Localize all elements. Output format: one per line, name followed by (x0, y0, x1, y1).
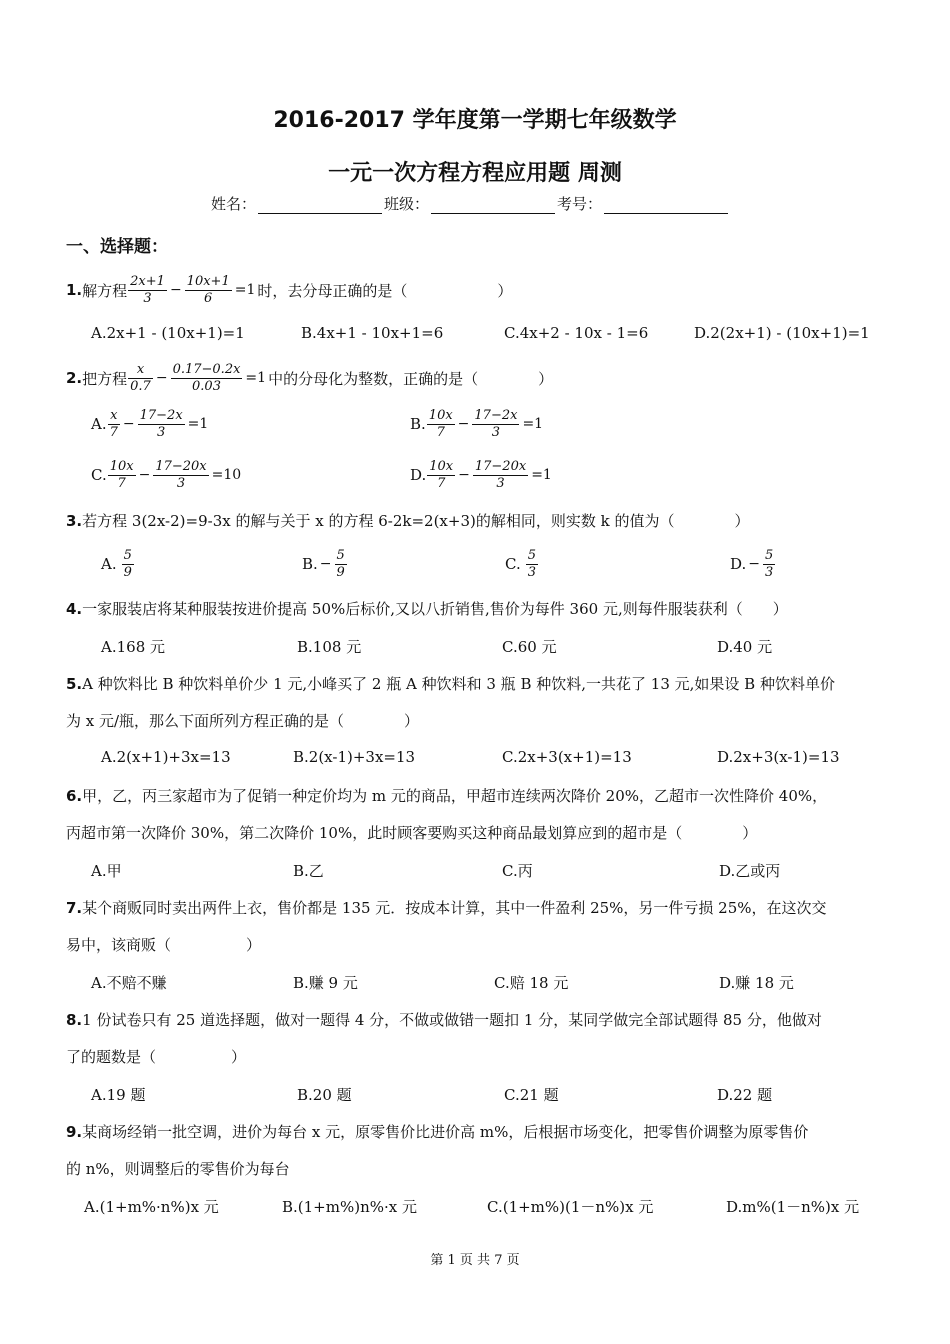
option-a[interactable]: A.不赔不赚 (91, 974, 167, 992)
option-b[interactable]: B. − $\frac{5}{9}$ (302, 547, 345, 580)
question-4 (66, 598, 788, 619)
option-c[interactable]: C.4x+2 - 10x - 1=6 (504, 324, 649, 342)
option-c[interactable]: C.(1+m%)(1－n%)x 元 (487, 1198, 654, 1216)
question-number: 8. (66, 1011, 83, 1029)
option-c[interactable]: C.2x+3(x+1)=13 (502, 748, 632, 766)
option-d[interactable]: D.22 题 (717, 1086, 773, 1104)
question-text: 的 n%，则调整后的零售价为每台 (66, 1160, 290, 1178)
name-label: 姓名： (211, 195, 257, 213)
option-c[interactable]: C.赔 18 元 (494, 974, 569, 992)
page-footer: 第 1 页 共 7 页 (430, 1253, 520, 1268)
question-number: 6. (66, 787, 83, 805)
question-text: 解方程 (82, 281, 128, 300)
question-6 (66, 785, 827, 806)
exam-no-label: 考号： (557, 195, 603, 213)
question-number: 7. (66, 899, 83, 917)
question-text: 丙超市第一次降价 30%，第二次降价 10%，此时顾客要购买这种商品最划算应到的超市是（ ） (66, 824, 758, 842)
question-text: 若方程 3(2x-2)=9-3x 的解与关于 x 的方程 6-2k=2(x+3)的解相同，则实数 k 的值为（ ） (82, 512, 750, 530)
question-text: A 种饮料比 B 种饮料单价少 1 元,小峰买了 2 瓶 A 种饮料和 3 瓶 B 种饮料,一共花了 13 元,如果设 B 种饮料单价 (82, 675, 835, 693)
question-text: 甲，乙，丙三家超市为了促销一种定价均为 m 元的商品，甲超市连续两次降价 20%，乙超市一次性降价 40%， (82, 787, 828, 805)
question-text: 一家服装店将某种服装按进价提高 50%后标价,又以八折销售,售价为每件 360 元,则每件服装获利（ ） (82, 600, 788, 618)
option-c[interactable]: C.60 元 (502, 638, 557, 656)
class-blank[interactable] (431, 199, 555, 214)
question-text: 某个商贩同时卖出两件上衣，售价都是 135 元．按成本计算，其中一件盈利 25%，另一件亏损 25%，在这次交 (82, 899, 827, 917)
fraction: $\frac{10x+1}{6}$ (186, 273, 230, 306)
question-2: 2. 把方程 $\frac{x}{0.7}$ − $\frac{0.17-0.2x}{0.03}$ =1 中的分母化为整数，正确的是（ ） (66, 361, 554, 394)
option-c[interactable]: C. $\frac{5}{3}$ (505, 547, 536, 580)
fraction: $\frac{x}{0.7}$ (130, 361, 151, 394)
student-info-row (211, 193, 730, 214)
question-text: 把方程 (82, 369, 128, 388)
option-b[interactable]: B.108 元 (297, 638, 362, 656)
question-8 (66, 1009, 822, 1030)
fraction: $\frac{0.17-0.2x}{0.03}$ (172, 361, 241, 394)
question-text: 易中，该商贩（ ） (66, 936, 262, 954)
question-text: 了的题数是（ ） (66, 1048, 247, 1066)
question-text: 中的分母化为整数，正确的是（ ） (268, 369, 554, 388)
question-text: 时，去分母正确的是（ ） (257, 281, 513, 300)
option-a[interactable]: A.2x+1 - (10x+1)=1 (91, 324, 245, 342)
class-label: 班级： (384, 195, 430, 213)
option-b[interactable]: B.(1+m%)n%·x 元 (282, 1198, 417, 1216)
option-c[interactable]: C.21 题 (504, 1086, 559, 1104)
option-d[interactable]: D.2x+3(x-1)=13 (717, 748, 840, 766)
option-b[interactable]: B.乙 (293, 862, 324, 880)
option-c[interactable]: C.丙 (502, 862, 533, 880)
question-7 (66, 897, 827, 918)
question-9 (66, 1121, 808, 1142)
option-a[interactable]: A. $\frac{5}{9}$ (101, 547, 132, 580)
question-5 (66, 673, 835, 694)
document-subtitle: 一元一次方程方程应用题 周测 (328, 161, 622, 186)
option-b[interactable]: B. $\frac{10x}{7}$ − $\frac{17-2x}{3}$ =1 (410, 407, 544, 440)
option-d[interactable]: D.2(2x+1) - (10x+1)=1 (694, 324, 870, 342)
question-number: 9. (66, 1123, 83, 1141)
question-text: 某商场经销一批空调，进价为每台 x 元，原零售价比进价高 m%，后根据市场变化，把零售价调整为原零售价 (82, 1123, 809, 1141)
option-c[interactable]: C. $\frac{10x}{7}$ − $\frac{17-20x}{3}$ =10 (91, 458, 242, 491)
option-d[interactable]: D.m%(1－n%)x 元 (726, 1198, 860, 1216)
question-text: 1 份试卷只有 25 道选择题，做对一题得 4 分，不做或做错一题扣 1 分，某同学做完全部试题得 85 分，他做对 (82, 1011, 822, 1029)
question-number: 5. (66, 675, 83, 693)
option-d[interactable]: D.乙或丙 (719, 862, 781, 880)
option-b[interactable]: B.赚 9 元 (293, 974, 358, 992)
document-title: 2016-2017 学年度第一学期七年级数学 (273, 108, 677, 133)
question-number: 3. (66, 512, 83, 530)
question-1: 1. 解方程 $\frac{2x+1}{3}$ − $\frac{10x+1}{6}$ =1 时，去分母正确的是（ ） (66, 273, 513, 306)
option-a[interactable]: A.(1+m%·n%)x 元 (84, 1198, 219, 1216)
fraction: $\frac{2x+1}{3}$ (130, 273, 165, 306)
exam-no-blank[interactable] (604, 199, 728, 214)
option-d[interactable]: D. $\frac{10x}{7}$ − $\frac{17-20x}{3}$ =1 (410, 458, 552, 491)
question-number: 4. (66, 600, 83, 618)
option-d[interactable]: D.赚 18 元 (719, 974, 794, 992)
question-3 (66, 510, 749, 531)
option-a[interactable]: A.19 题 (91, 1086, 146, 1104)
option-b[interactable]: B.20 题 (297, 1086, 352, 1104)
option-a[interactable]: A.2(x+1)+3x=13 (101, 748, 231, 766)
option-b[interactable]: B.4x+1 - 10x+1=6 (301, 324, 444, 342)
option-b[interactable]: B.2(x-1)+3x=13 (293, 748, 416, 766)
question-text: 为 x 元/瓶，那么下面所列方程正确的是（ ） (66, 712, 420, 730)
question-number: 1. (66, 281, 83, 299)
option-a[interactable]: A.甲 (91, 862, 122, 880)
option-a[interactable]: A. $\frac{x}{7}$ − $\frac{17-2x}{3}$ =1 (91, 407, 209, 440)
option-d[interactable]: D. − $\frac{5}{3}$ (730, 547, 774, 580)
question-number: 2. (66, 369, 83, 387)
option-a[interactable]: A.168 元 (101, 638, 165, 656)
option-d[interactable]: D.40 元 (717, 638, 773, 656)
name-blank[interactable] (258, 199, 382, 214)
section-heading: 一、选择题： (66, 237, 168, 257)
